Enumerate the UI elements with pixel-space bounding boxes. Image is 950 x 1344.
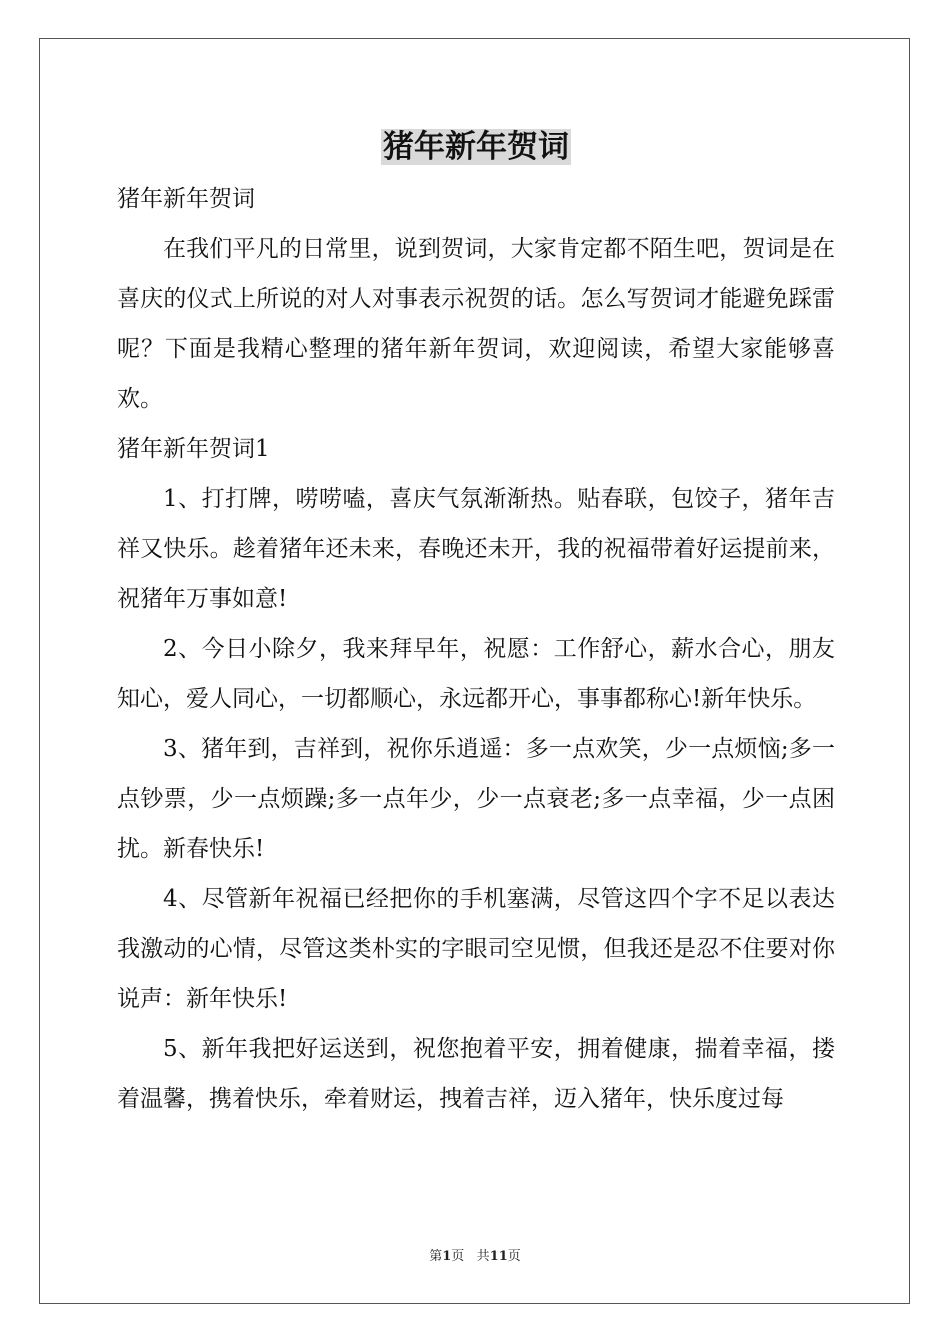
greeting-item-1: 1、打打牌，唠唠嗑，喜庆气氛渐渐热。贴春联，包饺子，猪年吉祥又快乐。趁着猪年还未来，春晚还未开，我的祝福带着好运提前来，祝猪年万事如意! — [117, 486, 835, 612]
page-suffix: 页 — [451, 1249, 465, 1264]
greeting-item-2: 2、今日小除夕，我来拜早年，祝愿：工作舒心，薪水合心，朋友知心，爱人同心，一切都顺心，永远都开心，事事都称心!新年快乐。 — [117, 636, 835, 712]
page-footer — [0, 1248, 950, 1266]
document-subtitle: 猪年新年贺词 — [117, 186, 255, 212]
total-suffix: 页 — [507, 1249, 521, 1264]
document-title-text: 猪年新年贺词 — [383, 129, 569, 165]
document-body — [117, 174, 835, 1124]
page-prefix: 第 — [429, 1249, 443, 1264]
greeting-item-3: 3、猪年到，吉祥到，祝你乐逍遥：多一点欢笑，少一点烦恼;多一点钞票，少一点烦躁;多一点年少，少一点衰老;多一点幸福，少一点困扰。新春快乐! — [117, 736, 835, 862]
greeting-item-4: 4、尽管新年祝福已经把你的手机塞满，尽管这四个字不足以表达我激动的心情，尽管这类朴实的字眼司空见惯，但我还是忍不住要对你说声：新年快乐! — [117, 886, 835, 1012]
greeting-item-5: 5、新年我把好运送到，祝您抱着平安，拥着健康，揣着幸福，搂着温馨，携着快乐，牵着财运，拽着吉祥，迈入猪年，快乐度过每 — [117, 1036, 835, 1112]
total-prefix: 共 — [476, 1249, 490, 1264]
intro-paragraph: 在我们平凡的日常里，说到贺词，大家肯定都不陌生吧，贺词是在喜庆的仪式上所说的对人对事表示祝贺的话。怎么写贺词才能避免踩雷呢？下面是我精心整理的猪年新年贺词，欢迎阅读，希望大家能够喜欢。 — [117, 236, 835, 412]
page-current-number: 1 — [442, 1249, 452, 1264]
document-title — [117, 124, 835, 170]
page-total-number: 11 — [489, 1249, 508, 1264]
section-heading: 猪年新年贺词1 — [117, 436, 270, 462]
